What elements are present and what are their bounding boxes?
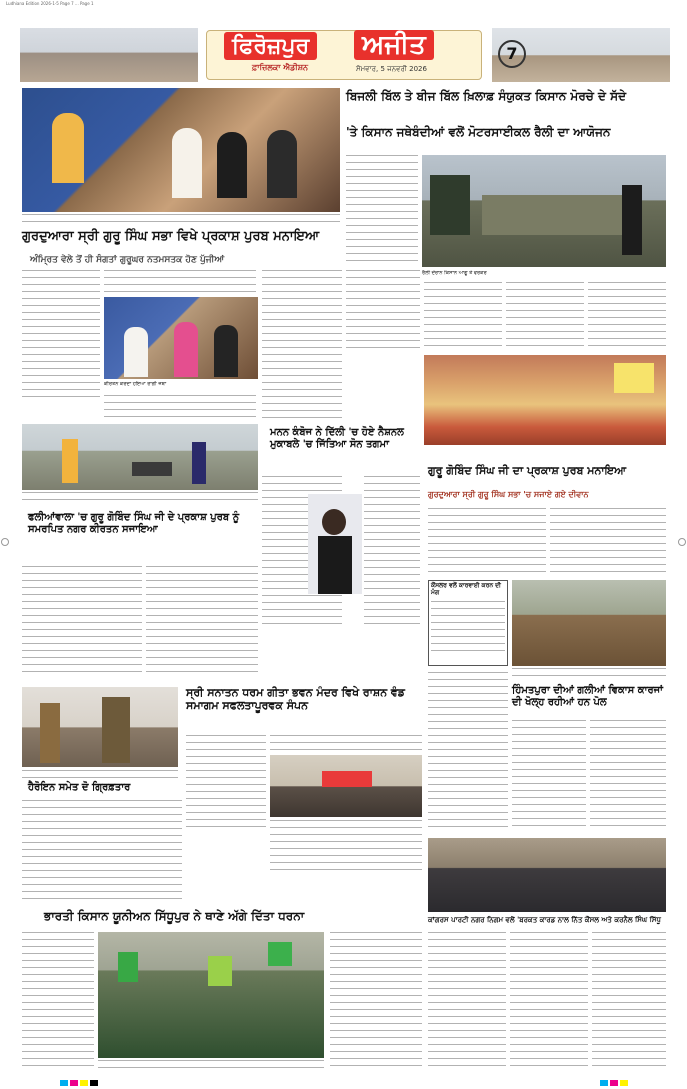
photo-tractor-rally [422, 155, 666, 267]
gurudwara-body-col1 [22, 270, 100, 402]
electricity-body-col5 [588, 282, 666, 352]
gurudwara-subheadline: ਅੰਮ੍ਰਿਤ ਵੇਲੇ ਤੋਂ ਹੀ ਸੰਗਤਾਂ ਗੁਰੂਘਰ ਨਤਮਸਤਕ ਹੋਣ ਪੁੱਜੀਆਂ [30, 255, 225, 265]
ration-body-col2 [270, 735, 422, 753]
gurudwara-body-col2 [104, 270, 256, 296]
photo-damaged-street [512, 580, 666, 666]
congress-body-col1 [428, 932, 506, 1066]
masthead-city: ਫਿਰੋਜ਼ਪੁਰ [224, 32, 317, 60]
himmatpura-body-col2 [512, 720, 586, 832]
guru-gobind-body-col2 [550, 508, 666, 576]
congress-body-col3 [592, 932, 666, 1066]
masthead-brand: ਅਜੀਤ [354, 30, 434, 60]
heroin-headline: ਹੈਰੋਇਨ ਸਮੇਤ ਦੋ ਗ੍ਰਿਫ਼ਤਾਰ [28, 782, 131, 793]
electricity-body-col4 [506, 282, 584, 352]
electricity-caption: ਰੈਲੀ ਦੌਰਾਨ ਕਿਸਾਨ ਆਗੂ ਤੇ ਵਰਕਰ [422, 270, 487, 276]
nagar-kirtan-body-col2 [146, 566, 258, 676]
kisan-union-body-col2 [330, 932, 422, 1066]
electricity-body-col2 [346, 270, 420, 352]
gurudwara-caption: ਕੀਰਤਨ ਕਰਦਾ ਹੋਇਆ ਰਾਗੀ ਜਥਾ [104, 381, 167, 387]
guru-gobind-body-col1 [428, 508, 546, 576]
small-box [428, 580, 508, 666]
masthead [20, 28, 670, 82]
photo-gurudwara-raagi [104, 297, 258, 379]
guru-gobind-headline: ਗੁਰੂ ਗੋਬਿੰਦ ਸਿੰਘ ਜੀ ਦਾ ਪ੍ਰਕਾਸ਼ ਪੁਰਬ ਮਨਾਇਆ [428, 464, 627, 477]
photo-kisan-dharna [98, 932, 324, 1058]
photo-gatka-display [22, 424, 258, 490]
nagar-kirtan-body-col1 [22, 566, 142, 676]
photo-ration-distribution [270, 755, 422, 817]
photo-athlete [308, 494, 362, 594]
small-box-headline: ਕੌਂਸਲਰ ਵਲੋਂ ਕਾਰਵਾਈ ਕਰਨ ਦੀ ਮੰਗ [431, 582, 501, 596]
gatka-caption [22, 492, 258, 506]
photo-police-arrest [22, 687, 178, 767]
gurudwara-body-col2b [104, 395, 256, 419]
himmatpura-body-col1 [428, 672, 508, 832]
electricity-body-col3 [424, 282, 502, 352]
masthead-city-sub: ਫ਼ਾਜ਼ਿਲਕਾ ਐਡੀਸ਼ਨ [252, 63, 309, 72]
kickboxing-headline: ਮਨਨ ਕੰਬੋਜ ਨੇ ਦਿੱਲੀ 'ਚ ਹੋਏ ਨੈਸ਼ਨਲ ਮੁਕਾਬਲੇ 'ਚ ਜਿੱਤਿਆ ਸੋਨ ਤਗਮਾ [270, 427, 404, 450]
himmatpura-caption [512, 668, 666, 680]
ration-body-col3 [270, 820, 422, 872]
kisan-union-caption [98, 1060, 324, 1068]
color-registration-bar [60, 1080, 630, 1086]
heroin-body [22, 800, 182, 900]
photo-kirtan-stage [22, 88, 340, 212]
kisan-union-headline: ਭਾਰਤੀ ਕਿਸਾਨ ਯੂਨੀਅਨ ਸਿੱਧੂਪੁਰ ਨੇ ਥਾਣੇ ਅੱਗੇ ਦਿੱਤਾ ਧਰਨਾ [44, 909, 305, 923]
electricity-headline-2: 'ਤੇ ਕਿਸਾਨ ਜਥੇਬੰਦੀਆਂ ਵਲੋਂ ਮੋਟਰਸਾਈਕਲ ਰੈਲੀ ਦਾ ਆਯੋਜਨ [346, 125, 611, 139]
heroin-caption [22, 770, 178, 778]
ration-headline: ਸ੍ਰੀ ਸਨਾਤਨ ਧਰਮ ਗੀਤਾ ਭਵਨ ਮੰਦਰ ਵਿਖੇ ਰਾਸ਼ਨ ਵੰਡ ਸਮਾਗਮ ਸਫਲਤਾਪੂਰਵਕ ਸੰਪਨ [186, 686, 405, 712]
himmatpura-body-col3 [590, 720, 666, 832]
photo-sangat-gathering [424, 355, 666, 445]
electricity-body-col1 [346, 155, 418, 267]
crop-mark-top-left [1, 538, 9, 546]
crop-mark-right [678, 538, 686, 546]
page-number: 7 [498, 40, 526, 68]
congress-body-col2 [510, 932, 588, 1066]
gurudwara-headline: ਗੁਰਦੁਆਰਾ ਸ੍ਰੀ ਗੁਰੂ ਸਿੰਘ ਸਭਾ ਵਿਖੇ ਪ੍ਰਕਾਸ਼ ਪੁਰਬ ਮਨਾਇਆ [22, 229, 320, 244]
kickboxing-body-col2 [364, 476, 420, 626]
masthead-photo-left [20, 28, 198, 82]
kirtan-caption-lines [22, 214, 340, 227]
congress-headline: ਕਾਂਗਰਸ ਪਾਰਟੀ ਨਗਰ ਨਿਗਮ ਵਲੋਂ 'ਬਰਕਤ ਕਾਰਡ ਨਾਲ ਨਿੱਤ ਕੌਂਸਲ ਅਤੇ ਕਰਨੈਲ ਸਿੰਘ ਸਿੱਧੂ [428, 915, 661, 924]
kisan-union-body-col1 [22, 932, 94, 1066]
nagar-kirtan-headline: ਫਲੀਆਂਵਾਲਾ 'ਚ ਗੁਰੂ ਗੋਬਿੰਦ ਸਿੰਘ ਜੀ ਦੇ ਪ੍ਰਕਾਸ਼ ਪੁਰਬ ਨੂੰ ਸਮਰਪਿਤ ਨਗਰ ਕੀਰਤਨ ਸਜਾਇਆ [28, 512, 240, 535]
ration-body-col1 [186, 735, 266, 833]
masthead-date: ਸੋਮਵਾਰ, 5 ਜਨਵਰੀ 2026 [356, 65, 427, 73]
page-slug: Ludhiana Edition 2026-1-5 Page 7 ... Page 1 [6, 1, 94, 6]
electricity-headline-1: ਬਿਜਲੀ ਬਿੱਲ ਤੇ ਬੀਜ ਬਿੱਲ ਖ਼ਿਲਾਫ਼ ਸੰਯੁਕਤ ਕਿਸਾਨ ਮੋਰਚੇ ਦੇ ਸੱਦੇ [346, 89, 627, 103]
guru-gobind-subheadline: ਗੁਰਦੁਆਰਾ ਸ੍ਰੀ ਗੁਰੂ ਸਿੰਘ ਸਭਾ 'ਚ ਸਜਾਏ ਗਏ ਦੀਵਾਨ [428, 489, 589, 499]
gurudwara-body-col3 [262, 270, 342, 420]
photo-congress-meeting [428, 838, 666, 912]
himmatpura-headline: ਹਿੰਮਤਪੁਰਾ ਦੀਆਂ ਗਲੀਆਂ ਵਿਕਾਸ ਕਾਰਜਾਂ ਦੀ ਖੋਲ੍ਹ ਰਹੀਆਂ ਹਨ ਪੋਲ [512, 685, 664, 708]
